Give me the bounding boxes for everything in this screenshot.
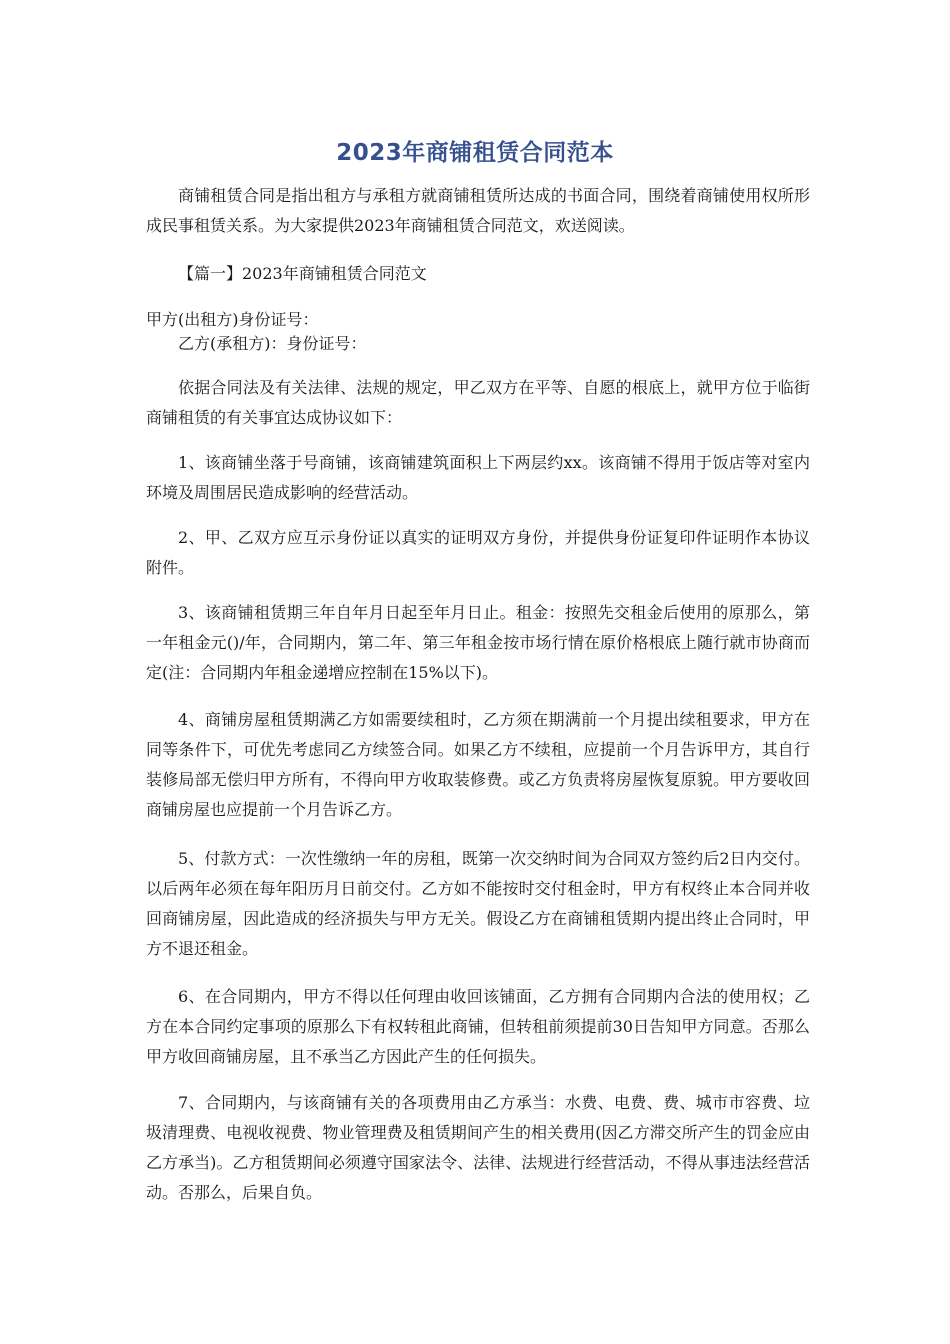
clause-3: 3、该商铺租赁期三年自年月日起至年月日止。租金：按照先交租金后使用的原那么，第一年租金元()/年，合同期内，第二年、第三年租金按市场行情在原价格根底上随行就市协商而定(注：合同期内年租金递增应控制在15%以下)。 [146,603,810,682]
clause-6: 6、在合同期内，甲方不得以任何理由收回该铺面，乙方拥有合同期内合法的使用权；乙方在本合同约定事项的原那么下有权转租此商铺，但转租前须提前30日告知甲方同意。否那么甲方收回商铺房屋，且不承当乙方因此产生的任何损失。 [146,987,810,1066]
clause-4: 4、商铺房屋租赁期满乙方如需要续租时，乙方须在期满前一个月提出续租要求，甲方在同等条件下，可优先考虑同乙方续签合同。如果乙方不续租，应提前一个月告诉甲方，其自行装修局部无偿归甲方所有，不得向甲方收取装修费。或乙方负责将房屋恢复原貌。甲方要收回商铺房屋也应提前一个月告诉乙方。 [146,710,810,819]
intro-paragraph: 商铺租赁合同是指出租方与承租方就商铺租赁所达成的书面合同，围绕着商铺使用权所形成民事租赁关系。为大家提供2023年商铺租赁合同范文，欢送阅读。 [146,186,810,235]
document-title: 2023年商铺租赁合同范本 [336,140,614,166]
preamble-paragraph: 依据合同法及有关法律、法规的规定，甲乙双方在平等、自愿的根底上，就甲方位于临街商铺租赁的有关事宜达成协议如下： [146,378,810,427]
clause-1: 1、该商铺坐落于号商铺，该商铺建筑面积上下两层约xx。该商铺不得用于饭店等对室内环境及周围居民造成影响的经营活动。 [146,453,810,502]
clause-7: 7、合同期内，与该商铺有关的各项费用由乙方承当：水费、电费、费、城市市容费、垃圾清理费、电视收视费、物业管理费及租赁期间产生的相关费用(因乙方滞交所产生的罚金应由乙方承当)。乙方租赁期间必须遵守国家法令、法律、法规进行经营活动，不得从事违法经营活动。否那么，后果自负。 [146,1093,810,1202]
party-a-line: 甲方(出租方)身份证号： [146,310,319,329]
clause-2: 2、甲、乙双方应互示身份证以真实的证明双方身份，并提供身份证复印件证明作本协议附件。 [146,528,810,577]
party-b-line: 乙方(承租方)：身份证号： [178,334,367,353]
section-heading: 【篇一】2023年商铺租赁合同范文 [178,264,427,283]
clause-5: 5、付款方式：一次性缴纳一年的房租，既第一次交纳时间为合同双方签约后2日内交付。以后两年必须在每年阳历月日前交付。乙方如不能按时交付租金时，甲方有权终止本合同并收回商铺房屋，因此造成的经济损失与甲方无关。假设乙方在商铺租赁期内提出终止合同时，甲方不退还租金。 [146,849,810,958]
